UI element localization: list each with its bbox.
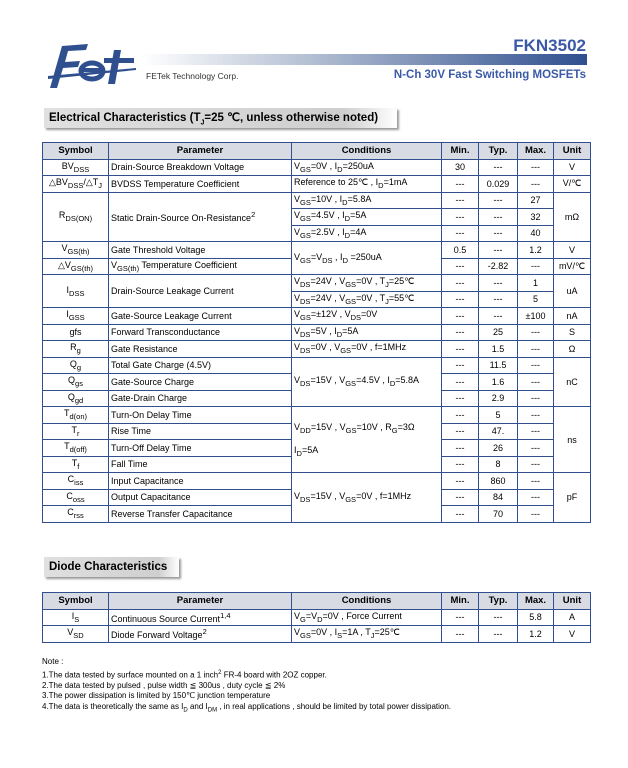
table-row: [43, 192, 591, 209]
table-row: [43, 324, 591, 341]
unit: V: [554, 159, 591, 176]
parameter: Forward Transconductance: [109, 324, 292, 341]
max: ---: [518, 407, 554, 424]
unit: mV/℃: [554, 258, 591, 275]
max: ---: [518, 489, 554, 506]
typ: ---: [479, 308, 518, 325]
parameter: Gate Resistance: [109, 341, 292, 358]
min: ---: [442, 341, 479, 358]
symbol: $C_{oss}$: [43, 489, 109, 506]
symbol: $T_f$: [43, 456, 109, 473]
min: ---: [442, 473, 479, 490]
max: ---: [518, 357, 554, 374]
typ: 1.6: [479, 374, 518, 391]
symbol: $Q_g$: [43, 357, 109, 374]
unit: S: [554, 324, 591, 341]
max: 1.2: [518, 242, 554, 259]
max: 27: [518, 192, 554, 209]
col-header: Parameter: [109, 593, 292, 610]
conditions: $V_{GS}=V_{DS}$ , $I_D =250uA$: [292, 242, 442, 275]
min: ---: [442, 609, 479, 626]
parameter: $V_{GS(th)}$ Temperature Coefficient: [109, 258, 292, 275]
max: ---: [518, 440, 554, 457]
col-header: Min.: [442, 593, 479, 610]
max: ---: [518, 456, 554, 473]
symbol: $\triangle V_{GS(th)}$: [43, 258, 109, 275]
max: ---: [518, 324, 554, 341]
col-header: Unit: [554, 593, 591, 610]
col-header: Typ.: [479, 593, 518, 610]
diode-table: [42, 592, 591, 643]
fetek-logo-icon: [44, 38, 140, 90]
symbol: $T_{d(off)}$: [43, 440, 109, 457]
parameter: Input Capacitance: [109, 473, 292, 490]
parameter: Total Gate Charge (4.5V): [109, 357, 292, 374]
table-row: [43, 609, 591, 626]
unit: A: [554, 609, 591, 626]
conditions: $V_{DS}=24V$ , $V_{GS}=0V$ , $T_J=55℃$: [292, 291, 442, 308]
symbol: $I_{DSS}$: [43, 275, 109, 308]
table-row: [43, 357, 591, 374]
symbol: $R_g$: [43, 341, 109, 358]
min: ---: [442, 225, 479, 242]
col-header: Parameter: [109, 143, 292, 160]
col-header: Symbol: [43, 143, 109, 160]
max: ---: [518, 423, 554, 440]
unit: V/℃: [554, 176, 591, 193]
typ: ---: [479, 242, 518, 259]
parameter: BVDSS Temperature Coefficient: [109, 176, 292, 193]
col-header: Typ.: [479, 143, 518, 160]
unit: nA: [554, 308, 591, 325]
typ: ---: [479, 159, 518, 176]
unit: pF: [554, 473, 591, 523]
conditions: $V_{DS}=5V$ , $I_D=5A$: [292, 324, 442, 341]
min: ---: [442, 291, 479, 308]
symbol: $V_{SD}$: [43, 626, 109, 643]
note-3: 3.The power dissipation is limited by 150℃ junction temperature: [42, 691, 271, 701]
unit: mΩ: [554, 192, 591, 242]
symbol: $\triangle BV_{DSS}/\triangle T_J$: [43, 176, 109, 193]
table-row: [43, 473, 591, 490]
max: 5: [518, 291, 554, 308]
col-header: Max.: [518, 593, 554, 610]
note-4: 4.The data is theoretically the same as $I_D$ and $I_{DM}$ , in real applications , should be limited by total power dissipation.: [42, 701, 452, 714]
max: ---: [518, 176, 554, 193]
parameter: Static Drain-Source On-Resistance$^2$: [109, 192, 292, 242]
col-header: Unit: [554, 143, 591, 160]
conditions: $V_{GS}=0V$ , $I_S=1A$ , $T_J=25℃$: [292, 626, 442, 643]
unit: uA: [554, 275, 591, 308]
min: ---: [442, 423, 479, 440]
max: ---: [518, 341, 554, 358]
max: ---: [518, 473, 554, 490]
min: ---: [442, 357, 479, 374]
note-heading: Note :: [42, 657, 64, 666]
typ: 860: [479, 473, 518, 490]
typ: ---: [479, 626, 518, 643]
min: ---: [442, 324, 479, 341]
col-header: Conditions: [292, 143, 442, 160]
min: ---: [442, 176, 479, 193]
max: ---: [518, 390, 554, 407]
parameter: Drain-Source Leakage Current: [109, 275, 292, 308]
max: ±100: [518, 308, 554, 325]
section-title-electrical: Electrical Characteristics ($T_J=25$ ℃, unless otherwise noted): [44, 108, 397, 128]
note-1: 1.The data tested by surface mounted on a 1 inch$^2$ FR-4 board with 2OZ copper.: [42, 669, 327, 680]
conditions: $V_{GS}=0V$ , $I_D=250uA$: [292, 159, 442, 176]
parameter: Turn-Off Delay Time: [109, 440, 292, 457]
min: ---: [442, 308, 479, 325]
parameter: Fall Time: [109, 456, 292, 473]
min: ---: [442, 275, 479, 292]
electrical-table: [42, 142, 591, 523]
symbol: $I_{GSS}$: [43, 308, 109, 325]
symbol: $T_r$: [43, 423, 109, 440]
symbol: $C_{rss}$: [43, 506, 109, 523]
typ: ---: [479, 291, 518, 308]
max: 5.8: [518, 609, 554, 626]
table-row: [43, 308, 591, 325]
symbol: gfs: [43, 324, 109, 341]
conditions: Reference to 25℃ , $I_D=1mA$: [292, 176, 442, 193]
parameter: Output Capacitance: [109, 489, 292, 506]
parameter: Rise Time: [109, 423, 292, 440]
max: 40: [518, 225, 554, 242]
note-2: 2.The data tested by pulsed , pulse width ≦ 300us , duty cycle ≦ 2%: [42, 680, 286, 690]
typ: 8: [479, 456, 518, 473]
typ: ---: [479, 225, 518, 242]
typ: ---: [479, 275, 518, 292]
typ: ---: [479, 209, 518, 226]
table-row: [43, 242, 591, 259]
min: ---: [442, 440, 479, 457]
max: ---: [518, 506, 554, 523]
col-header: Min.: [442, 143, 479, 160]
parameter: Drain-Source Breakdown Voltage: [109, 159, 292, 176]
conditions: $V_{GS}=4.5V$ , $I_D=5A$: [292, 209, 442, 226]
symbol: $Q_{gd}$: [43, 390, 109, 407]
min: ---: [442, 626, 479, 643]
parameter: Gate-Source Charge: [109, 374, 292, 391]
min: 30: [442, 159, 479, 176]
typ: 47.: [479, 423, 518, 440]
table-row: [43, 159, 591, 176]
symbol: $R_{DS(ON)}$: [43, 192, 109, 242]
unit: nC: [554, 357, 591, 407]
max: ---: [518, 258, 554, 275]
typ: 11.5: [479, 357, 518, 374]
conditions: $V_{DS}=15V$ , $V_{GS}=4.5V$ , $I_D=5.8A$: [292, 357, 442, 407]
symbol: $T_{d(on)}$: [43, 407, 109, 424]
min: ---: [442, 407, 479, 424]
min: ---: [442, 258, 479, 275]
part-description: N-Ch 30V Fast Switching MOSFETs: [393, 69, 586, 81]
parameter: Turn-On Delay Time: [109, 407, 292, 424]
symbol: $V_{GS(th)}$: [43, 242, 109, 259]
table-header-row: [43, 143, 591, 160]
typ: 2.9: [479, 390, 518, 407]
max: ---: [518, 374, 554, 391]
parameter: Gate-Source Leakage Current: [109, 308, 292, 325]
conditions: $V_G=V_D=0V$ , Force Current: [292, 609, 442, 626]
symbol: $C_{iss}$: [43, 473, 109, 490]
unit: V: [554, 242, 591, 259]
typ: 70: [479, 506, 518, 523]
conditions: $V_{GS}=\pm 12V$ , $V_{DS}=0V$: [292, 308, 442, 325]
unit: V: [554, 626, 591, 643]
min: ---: [442, 390, 479, 407]
notes: [42, 657, 451, 716]
parameter: Continuous Source Current$^{1,4}$: [109, 609, 292, 626]
parameter: Gate Threshold Voltage: [109, 242, 292, 259]
unit: ns: [554, 407, 591, 473]
conditions: $V_{DS}=15V$ , $V_{GS}=0V$ , f=1MHz: [292, 473, 442, 523]
table-row: [43, 275, 591, 292]
table-row: [43, 341, 591, 358]
min: ---: [442, 506, 479, 523]
symbol: $Q_{gs}$: [43, 374, 109, 391]
table-row: [43, 176, 591, 193]
typ: -2.82: [479, 258, 518, 275]
conditions: $V_{GS}=10V$ , $I_D=5.8A$: [292, 192, 442, 209]
min: ---: [442, 489, 479, 506]
conditions: $V_{DD}=15V$ , $V_{GS}=10V$ , $R_G=3\Omega$ $I_D=5A$: [292, 407, 442, 473]
conditions: $V_{DS}=24V$ , $V_{GS}=0V$ , $T_J=25℃$: [292, 275, 442, 292]
symbol: $BV_{DSS}$: [43, 159, 109, 176]
symbol: $I_S$: [43, 609, 109, 626]
min: 0.5: [442, 242, 479, 259]
col-header: Max.: [518, 143, 554, 160]
typ: 1.5: [479, 341, 518, 358]
max: 32: [518, 209, 554, 226]
min: ---: [442, 456, 479, 473]
parameter: Gate-Drain Charge: [109, 390, 292, 407]
typ: ---: [479, 192, 518, 209]
typ: 5: [479, 407, 518, 424]
typ: 26: [479, 440, 518, 457]
max: 1.2: [518, 626, 554, 643]
max: 1: [518, 275, 554, 292]
col-header: Conditions: [292, 593, 442, 610]
part-number: FKN3502: [513, 36, 586, 55]
table-header-row: [43, 593, 591, 610]
table-row: [43, 626, 591, 643]
parameter: Reverse Transfer Capacitance: [109, 506, 292, 523]
table-row: [43, 407, 591, 424]
typ: 0.029: [479, 176, 518, 193]
typ: 84: [479, 489, 518, 506]
min: ---: [442, 374, 479, 391]
conditions: $V_{GS}=2.5V$ , $I_D=4A$: [292, 225, 442, 242]
min: ---: [442, 209, 479, 226]
typ: ---: [479, 609, 518, 626]
company-name: FETek Technology Corp.: [146, 71, 239, 81]
unit: Ω: [554, 341, 591, 358]
conditions: $V_{DS}=0V$ , $V_{GS}=0V$ , f=1MHz: [292, 341, 442, 358]
parameter: Diode Forward Voltage$^2$: [109, 626, 292, 643]
typ: 25: [479, 324, 518, 341]
col-header: Symbol: [43, 593, 109, 610]
min: ---: [442, 192, 479, 209]
max: ---: [518, 159, 554, 176]
section-title-diode: Diode Characteristics: [44, 557, 179, 577]
